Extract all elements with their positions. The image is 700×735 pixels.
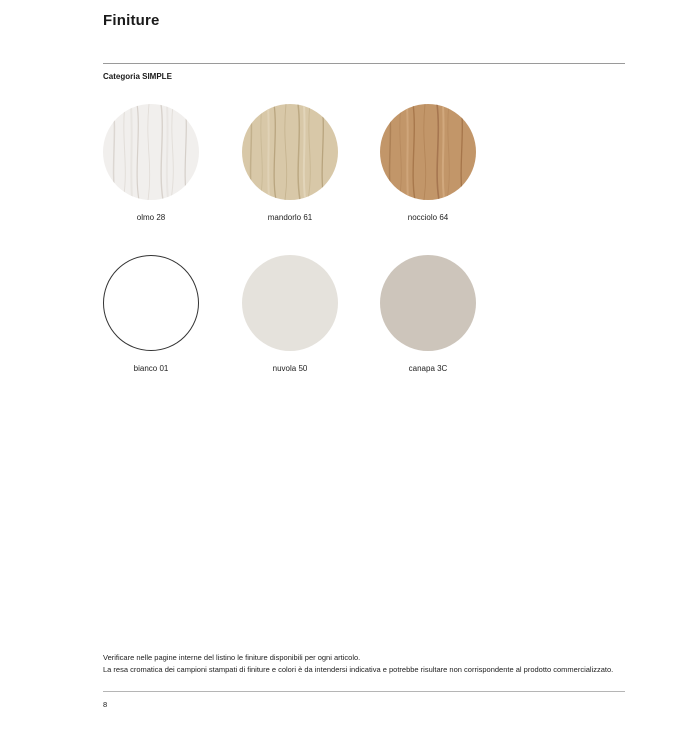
- category-heading: Categoria SIMPLE: [103, 72, 172, 81]
- swatch-bianco-01-circle: [103, 255, 199, 351]
- color-disclaimer: La resa cromatica dei campioni stampati di finiture e colori è da intendersi indicativa e potrebbe risultare non corrispondente al prodotto commercializzato.: [103, 665, 614, 674]
- swatch-nuvola-50-circle: [242, 255, 338, 351]
- swatch-canapa-3c: [358, 255, 498, 373]
- swatch-bianco-01: [81, 255, 221, 373]
- wood-grain-mandorlo: [242, 104, 338, 200]
- swatch-olmo-28: [81, 104, 221, 222]
- header-divider: [103, 63, 625, 64]
- swatch-label: canapa 3C: [408, 364, 448, 373]
- swatch-nocciolo-64: [358, 104, 498, 222]
- swatch-nuvola-50: [220, 255, 360, 373]
- swatch-nocciolo-64-circle: [380, 104, 476, 200]
- wood-grain-olmo: [103, 104, 199, 200]
- availability-note: Verificare nelle pagine interne del listino le finiture disponibili per ogni articolo.: [103, 653, 361, 662]
- wood-grain-nocciolo: [380, 104, 476, 200]
- swatch-label: olmo 28: [136, 213, 166, 222]
- swatch-mandorlo-61: [220, 104, 360, 222]
- swatch-canapa-3c-circle: [380, 255, 476, 351]
- swatch-olmo-28-circle: [103, 104, 199, 200]
- page-title: Finiture: [103, 12, 160, 29]
- footer-divider: [103, 691, 625, 692]
- swatch-label: nuvola 50: [272, 364, 308, 373]
- swatch-label: mandorlo 61: [267, 213, 313, 222]
- swatch-label: bianco 01: [133, 364, 169, 373]
- swatch-label: nocciolo 64: [407, 213, 449, 222]
- page-number: 8: [103, 700, 108, 709]
- swatch-mandorlo-61-circle: [242, 104, 338, 200]
